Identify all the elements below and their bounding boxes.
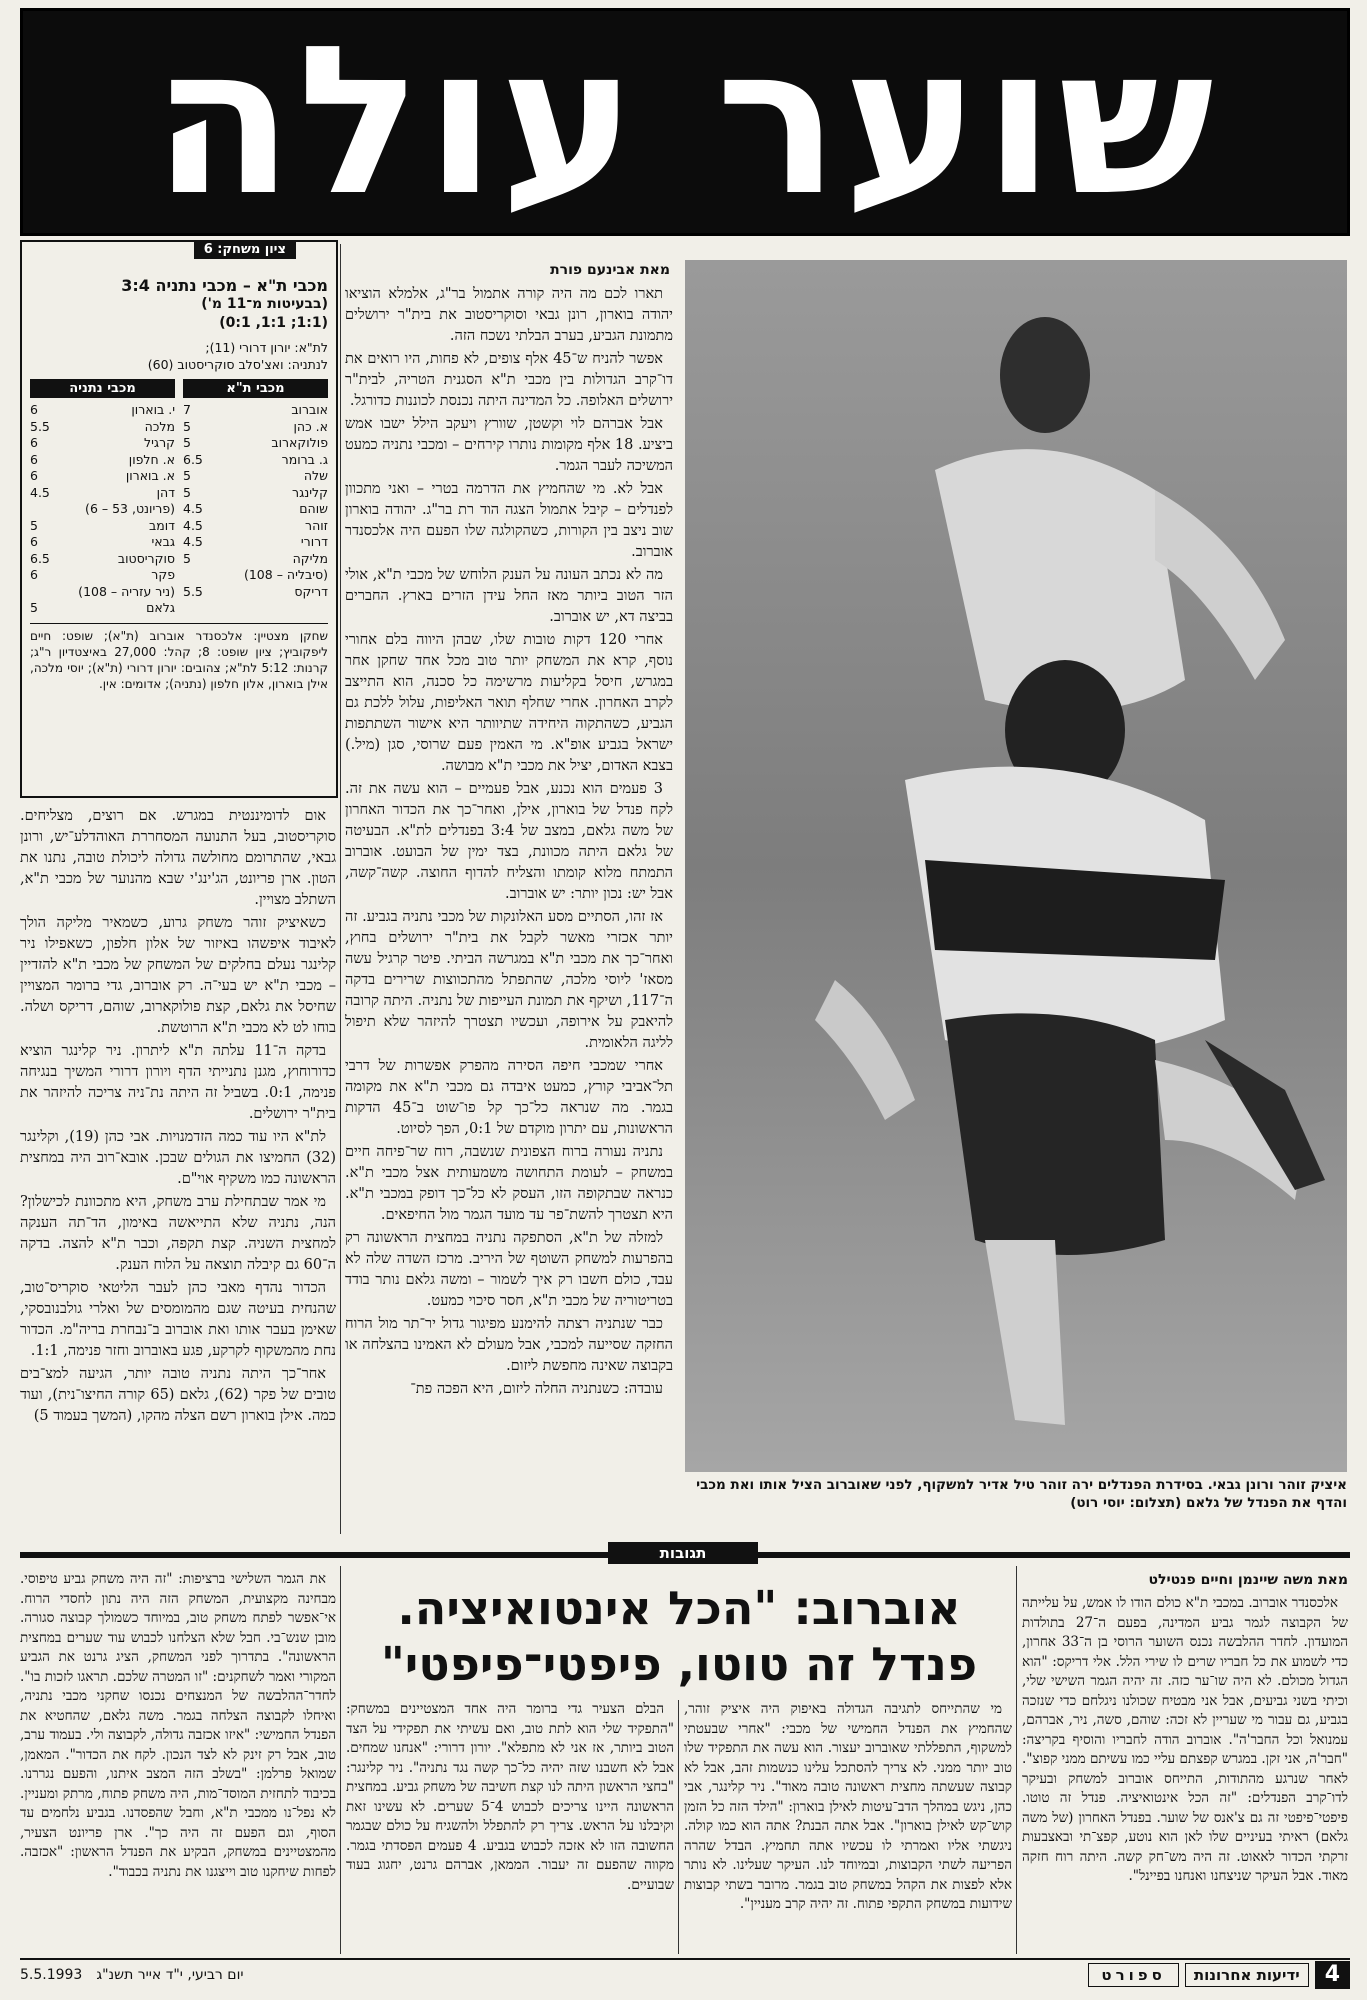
article-paragraph: מה לא נכתב העונה על הענק הלוחש של מכבי ת"א, אולי הזר הטוב ביותר מאז החל עידן הזרים בארץ. החברים בביצה דא, יש אוברוב.	[345, 567, 673, 625]
player-score: 4.5	[30, 484, 50, 500]
player-row	[183, 567, 328, 584]
player-name: א. בוארון	[125, 468, 175, 483]
reactions-headline	[345, 1580, 1013, 1692]
article-paragraph: עובדה: כשנתניה החלה ליזום, היא הפכה פת־	[410, 1381, 663, 1397]
lineup-netanya-list	[30, 402, 175, 617]
lineup-tlv	[183, 379, 328, 617]
article-paragraph: אז זהו, הסתיים מסע האלונקות של מכבי נתניה בגביע. זה יותר אכזרי מאשר לקבל את בית"ר ירושלים בחוץ, ואחר־כך את מכבי ת"א במגרשה הביתי. פיטר קרגיל עשה מסאז' ליוסי מלכה, שהתפתל מהתכווצות שרירים בדקה ה־117, ושיקף את תמונת העייפות של נתניה. היתה קרובה להיאבק על אירופה, ועכשיו תצטרך להיזהר שלא תיפול לליגה הלאומית.	[345, 909, 673, 1051]
player-row	[183, 452, 328, 469]
footer-dates	[20, 1967, 244, 1983]
player-row	[183, 468, 328, 485]
player-score: 6.5	[30, 550, 50, 566]
player-score: 6	[30, 567, 38, 582]
player-row	[183, 551, 328, 568]
article-paragraph: אבל לא. מי שהחמיץ את הדרמה בטרי – ואני מתכוון לפנדלים – קיבל אתמול הצגה הוד רת בר"ג. יהודה בוארון שוב ניצב בין הקורות, כשהקולגה שלו הפעם היה אלכסנדר אוברוב.	[345, 481, 673, 560]
article-paragraph: כשאיציק זוהר משחק גרוע, כשמאיר מליקה הולך לאיבוד איפשהו באיזור של אלון חלפון, כשאפילו ניר קלינגר נעלם בחלקים של המשחק של מכבי ת"א להזדיין – מכבי ת"א יש בעי־ה. רק אוברוב, גדי ברומר המצויין שחיסל את גלאם, קצת פולוקארוב, שוהם, דריקס ושלה. בוחו לט לא מכבי ת"א הרוטשת.	[20, 915, 336, 1036]
player-score: 5	[30, 517, 38, 533]
player-name: דומב	[149, 517, 175, 533]
player-score: 5.5	[30, 418, 50, 434]
page-footer	[20, 1958, 1350, 1990]
player-name: מלכה	[144, 418, 175, 434]
reactions-byline: מאת משה שיינמן וחיים פנטילט	[1148, 1572, 1348, 1588]
article-paragraph: אחרי 120 דקות טובות שלו, שבהן היווה בלם אחורי נוסף, קרא את המשחק יותר טוב מכל אחד שחקן אחר במגרש, חיסל בקליעות מרשימה כל סכנה, הוא התייצב לקרב האחרון. אחרי שחלף תואר האליפות, עלול ללכת גם הגביע, כשהתקוה היחידה שתיוותר היא אישור השתתפות ישראל בגביע אופ"א. מי האמין פעם שרוסי, סגן (מיל.) בצבא האדום, יציל את מכבי ת"א מבושה.	[345, 632, 673, 774]
player-row	[30, 567, 175, 584]
reactions-headline-line-2: פנדל זה טוטו, פיפטי־פיפטי"	[380, 1637, 978, 1691]
photo-caption-text: איציק זוהר ורונן גבאי. בסידרת הפנדלים ירה זוהר טיל אדיר למשקוף, לפני שאוברוב הציל אותו ואת מכבי והדף את הפנדל של גלאם	[696, 1477, 1347, 1511]
match-stats-box	[20, 240, 338, 798]
match-rating-label: ציון משחק: 6	[194, 240, 296, 259]
match-result: מכבי ת"א – מכבי נתניה 3:4	[121, 276, 328, 295]
article-paragraph: אפשר להניח ש־45 אלף צופים, לא פחות, היו רואים את דו־קרב הגדולות בין מכבי ת"א הסגנית הטריה, לבית"ר ירושלים האלופה. כל המדינה היתה נכנסת לכוננות כדורגל.	[345, 351, 673, 409]
player-row	[30, 468, 175, 485]
player-score: 5	[183, 435, 191, 450]
reactions-column-right	[1022, 1594, 1348, 1954]
player-row	[183, 435, 328, 452]
player-row	[30, 485, 175, 502]
hebrew-date: יום רביעי, י"ד אייר תשנ"ג	[96, 1967, 244, 1983]
player-score: 7	[183, 402, 191, 417]
column-divider	[678, 1700, 679, 1954]
reactions-paragraph: הבלם הצעיר גדי ברומר היה אחד המצטיינים במשחק: "התפקיד שלי הוא לתת טוב, ואם עשיתי את תפקידי על הצד הטוב ביותר, אז אני לא מתפלא". יורון דרורי: "אנחנו שמחים. אבל לא חשבנו שזה יהיה כל־כך קשה נגד נתניה". ניר קלינגר: "בחצי הראשון היתה לנו קצת חשיבה של משחק גביע. במחצית הראשונה היינו צריכים לכבוש 4־5 שערים. לא עשינו זאת וקיבלנו על הראש. צריך רק להתפלל ולהשגיח על כולם שבגמר החשובה הזו לא אזכה לכבוש בגביע. 4 פעמים הפסדתי בגמר. מקווה שהפעם זה יעבור. הממאן, אברהם גרנט, יחגוג בעוד שבועיים.	[346, 1701, 674, 1893]
player-row	[183, 534, 328, 551]
player-score: 5	[183, 484, 191, 500]
main-byline: מאת אבינעם פורת	[550, 262, 670, 278]
player-score: 5	[183, 418, 191, 434]
reactions-paragraph: את הגמר השלישי ברציפות: "זה היה משחק גביע טיפוסי. מבחינה מקצועית, המשחק הזה היה נתון לחסדי הרוח. אי־אפשר לפתח משחק טוב, במיוחד כשמולך קבוצה סגורה. מובן שנש־בי. חבל שלא הצלחנו לכבוש עוד שערים במחצית הראשונה". בתדרוך לפני המשחק, הציג גרנט את הגביע המקורי ואמר לשחקנים: "זו המטרה שלכם. תראגו לזכות בו". לחדר־ההלבשה של המנצחים נכנסו שחקני מכבי נתניה, ואיחלו לקבוצה הצלחה בגמר. משה גלאם, שהחטיא את הפנדל החמישי: "איזו אכזבה גדולה, לקבוצה ולי. בעמוד ערב, טוב, אבל רק זינק לא לצד הנכון. לקח את הכדור". המאמן, שמואל פרלמן: "בשלב הזה המצב איתנו, והפעם נגררנו. בכיבוד לתחזית המוסד־מות, היה משחק פתוח, מרתק ומעניין. לא נפל־נו ממכבי ת"א, וחבל שהפסדנו. בגביע נלחמים עד הסוף, וגם הפעם זה היה כך". ארן פריונט הצעיר, מהמצטיינים במשחק, הבקיע את הפנדל הראשון: "אכזבה. לפחות שיחקנו טוב וייצגנו את נתניה בכבוד".	[20, 1571, 336, 1880]
player-name: א. כהן	[293, 418, 328, 434]
article-column-1	[345, 284, 673, 1514]
player-name: פולוקארוב	[271, 435, 328, 450]
player-name: קלינגר	[292, 484, 328, 500]
reactions-label: תגובות	[608, 1542, 758, 1564]
article-paragraph: למזלה של ת"א, הסתפקה נתניה במחצית הראשונה רק בהפרעות למשחק השוטף של היריב. מרכז השדה שלה לא עבד, כולם חשבו רק איך לשמור – ומשה גלאם נותר בודד בטריטוריה של מכבי ת"א, חסר סיכוי כמעט.	[345, 1230, 673, 1309]
article-paragraph: בדקה ה־11 עלתה ת"א ליתרון. ניר קלינגר הוציא כדורוחוץ, מגנן נתנייתי הדף ויורון דרורי המשיך בנגיחה פנימה, 0:1. בשביל זה היתה נת־ניה צריכה להיזהר את בית"ר ירושלים.	[20, 1043, 336, 1122]
lineup-tlv-header: מכבי ת"א	[183, 379, 328, 398]
player-score: 6	[30, 402, 38, 417]
paper-name: ידיעות אחרונות	[1185, 1963, 1309, 1987]
article-column-2	[20, 806, 336, 1526]
player-row	[30, 600, 175, 617]
reactions-column-left	[20, 1570, 336, 1954]
player-row	[183, 518, 328, 535]
player-name: גלאם	[146, 600, 175, 615]
player-name: קרגיל	[144, 435, 175, 450]
scorers-netanya: לנתניה: ואצ'סלב סוקריסטוב (60)	[147, 357, 328, 372]
photo-credit: (תצלום: יוסי רוט)	[1070, 1495, 1182, 1511]
article-paragraph: נתניה נעורה ברוח הצפונית שנשבה, רוח שר־פיחה חיים במשחק – לעומת התחושה משמעותית אצל מכבי ת"א. כנראה שבתקופה הזו, העסק לא כל־כך דופק במכבי ת"א. היא תצטרך להשת־פר עד מועד הגמר מול החיפאים.	[345, 1144, 673, 1223]
lineup-netanya	[30, 379, 175, 617]
player-row	[183, 485, 328, 502]
page-number: 4	[1315, 1961, 1350, 1989]
player-score: 6	[30, 451, 38, 467]
player-row	[183, 501, 328, 518]
reactions-column-mid-right	[684, 1700, 1012, 1954]
column-divider	[340, 244, 341, 1534]
player-row	[30, 534, 175, 551]
player-row	[30, 551, 175, 568]
player-name: סוקריסטוב	[117, 550, 175, 566]
reactions-column-mid-left	[346, 1700, 674, 1954]
player-name: י. בוארון	[131, 402, 175, 417]
photo-caption	[685, 1476, 1347, 1512]
article-paragraph: מי אמר שבתחילת ערב משחק, היא מתכוונת לכישלון? הנה, נתניה שלא התייאשה באימון, הד־תה הענקה למחצית השניה. קצת תקפה, וכבר ת"א להצה. בדקה ה־60 גם קיבלה תוצאה על הלוח הענק.	[20, 1194, 336, 1273]
player-row	[30, 419, 175, 436]
article-paragraph: כבר שנתניה רצתה להימנע מפיגור גדול יר־תר מול הרוח החזקה שסייעה למכבי, אבל מעולם לא האמינו בהצלחה או בקבוצה שאינה מחפשת ליזום.	[345, 1316, 673, 1374]
article-paragraph: לת"א היו עוד כמה הזדמנויות. אבי כהן (19), וקלינגר (32) החמיצו את הגולים שבכן. אובא־רוב היה במחצית הראשונה כמו משקיף אוי"ם.	[20, 1129, 336, 1187]
match-notes: שחקן מצטיין: אלכסנדר אוברוב (ת"א); שופט: חיים ליפקוביץ; ציון שופט: 8; קהל: 27,000 באיצטדיון ר"ג; קרנות: 5:12 לת"א; צהובים: יורון דרורי (ת"א); יוסי מלכה, אילן בוארון, אלון חלפון (נתניה); אדומים: אין.	[30, 623, 328, 692]
player-row	[30, 518, 175, 535]
gregorian-date: 5.5.1993	[20, 1967, 83, 1983]
article-paragraph: הכדור נהדף מאבי כהן לעבר הליטאי סוקריס־טוב, שהנחית בעיטה שגם מהמומסים של ואלרי גולבנובסקי, שאימן בעבר אותו ואת אוברוב ב־נבחרת בריה"מ. הכדור נחת מהמשקוף לקרקע, פגע באוברוב וחזר פנימה, 1:1.	[20, 1280, 336, 1359]
player-name: פקר	[151, 567, 175, 582]
players-photo-image	[685, 260, 1347, 1472]
player-name: גבאי	[151, 534, 175, 549]
player-score: 4.5	[183, 534, 203, 549]
player-name: ג. ברומר	[281, 451, 328, 467]
article-paragraph: אחרי שמכבי חיפה הסירה מהפרק אפשרות של דרבי תל־אביבי קורץ, כמעט איבדה גם מכבי ת"א את מקומה בגמר. מה שנראה כל־כך קל פו־שוט ב־45 הדקות הראשונות, עם יתרון מוקדם של 0:1, הפך לסיוט.	[345, 1058, 673, 1137]
player-score: 5.5	[183, 583, 203, 599]
player-name: זוהר	[305, 517, 328, 533]
player-score: 6	[30, 534, 38, 549]
lineup-tlv-list	[183, 402, 328, 600]
match-penalties-note: (בבעיטות מ־11 מ')	[201, 296, 328, 312]
player-name: (סיבליה – 108)	[243, 567, 328, 582]
player-name: (ניר עזריה – 108)	[78, 583, 175, 599]
article-paragraph: 3 פעמים הוא נכנע, אבל פעמיים – הוא עשה את זה. לקח פנדל של בוארון, אילן, ואחר־כך את הכדור האחרון של משה גלאם, במצב של 3:4 בפנדלים לת"א. הבעיטה של גלאם היתה מכוונת, בצד ימין של הבועט. אוברוב התמתח מלוא קומתו והצליח להדוף החוצה. קשה־קשה, אבל יש: נכון יותר: יש אוברוב.	[345, 781, 673, 902]
player-score: 6	[30, 435, 38, 450]
player-row	[183, 419, 328, 436]
column-divider	[340, 1566, 341, 1954]
player-score: 6	[30, 468, 38, 483]
player-name: שוהם	[299, 501, 328, 516]
lineup-netanya-header: מכבי נתניה	[30, 379, 175, 398]
player-score: 6.5	[183, 451, 203, 467]
player-score: 4.5	[183, 517, 203, 533]
player-row	[30, 435, 175, 452]
player-row	[183, 402, 328, 419]
section-name: ספורט	[1088, 1963, 1178, 1987]
scorers-tlv: לת"א: יורון דרורי (11);	[205, 340, 328, 355]
player-name: שלה	[303, 468, 328, 483]
main-headline	[20, 8, 1350, 236]
player-name: אוברוב	[291, 402, 328, 417]
column-divider	[1016, 1566, 1017, 1954]
player-name: א. חלפון	[128, 451, 175, 467]
player-row	[183, 584, 328, 601]
player-score: 5	[183, 550, 191, 566]
player-score: 5	[30, 600, 38, 615]
article-paragraph: אחר־כך היתה נתניה טובה יותר, הגיעה למצ־בים טובים של פקר (62), גלאם (65 קורה החיצו־נית), ועוד כמה. אילן בוארון רשם הצלה מהקו, (המשך בעמוד 5)	[20, 1366, 336, 1424]
player-score: 5	[183, 468, 191, 483]
article-paragraph: תארו לכם מה היה קורה אתמול בר"ג, אלמלא הוציאו יהודה בוארון, רונן גבאי וסוקריסטוב את בית"ר ירושלים מתמונת הגביע, בערב הבלתי נשכח הזה.	[345, 286, 673, 344]
player-name: מליקה	[292, 550, 328, 566]
player-name: (פריונט, 53 – 6)	[85, 501, 175, 516]
player-row	[30, 584, 175, 601]
headline-text: שוער עולה	[152, 8, 1218, 236]
article-paragraph: אום לדומיננטית במגרש. אם רוצים, מצליחים. סוקריסטוב, בעל התנועה המסחררת האוהדלע־יש, ורונן גבאי, שהתרומם מחולשה גדולה ליכולת טובה, נתנו את הטון. ארן פריונט, הג'ינג'י שבא מהנוער של מכבי ת"א, השתלב מצויין.	[20, 808, 336, 908]
player-row	[30, 501, 175, 518]
player-name: דרורי	[300, 534, 328, 549]
player-score: 4.5	[183, 501, 203, 516]
match-photo	[685, 260, 1347, 1472]
player-name: דהן	[156, 484, 175, 500]
lineups	[30, 379, 328, 617]
reactions-paragraph: אלכסנדר אוברוב. במכבי ת"א כולם הודו לו אמש, על עלייתה של הקבוצה לגמר גביע המדינה, בפעם ה־27 בתולדות המועדון. לחדר ההלבשה נכנס השוער הרוסי בן ה־33 אחרון, כדי לשמוע את כל חבריו שרים לו שירי הלל. אלי דריקס: "הוא הגדול מכולם. לא היה שו־ער כזה. זה יהיה הגמר השישי שלי, וכיתי בשני גביעים, אבל אני מבטיח שכולנו ניגלחם כדי שנזכה בגביע, גם עבור מי שעריין לא זכה: שוהם, סשה, ניר, אברהם, עמנואל וכל החבר'ה". אוברוב הודה לחבריו והוסיף בקריצה: "חבר'ה, אני זקן. במגרש קפצתם עליי כמו עשיתם ממני קפוצ". לאחר שנרגע מהתודות, התייחס אוברוב למשחק ובעיקר לדו־קרב הפנדלים: "זה הכל אינטואיציה. פנדל זה טוטו. פיפטי־פיפטי זה גם צ'אנס של שוער. בפנדל האחרון (של משה גלאם) ראיתי בעיניים שלו לאן הוא נוטע, קפצ־תי ובאצבעות זרקתי הכדור לאאוט. זה היה מש־חק קשה. היתה רוח חזקה מאוד. אבל העיקר שניצחנו ואנחנו בפיינל".	[1022, 1595, 1348, 1884]
match-halftime: (1:1; 1:1, 0:1)	[219, 315, 328, 331]
reactions-headline-line-1: אוברוב: "הכל אינטואיציה.	[397, 1581, 961, 1635]
player-row	[30, 452, 175, 469]
player-row	[30, 402, 175, 419]
player-name: דריקס	[294, 583, 328, 599]
footer-masthead	[1088, 1961, 1350, 1989]
article-paragraph: אבל אברהם לוי וקשטן, שוורץ ויעקב הילל ישבו אמש ביציע. 18 אלף מקומות נותרו קירחים – ומכבי נתניה כמעט המשיכה לעבר הגמר.	[345, 416, 673, 474]
reactions-paragraph: מי שהתייחס לתגיבה הגדולה באיפוק היה איציק זוהר, שהחמיץ את הפנדל החמישי של מכבי: "אחרי שבעטתי למשקוף, התפללתי שאוברוב יעצור. הוא עשה את התפקיד שלו טוב יותר ממני. לא צריך להסתכל עלינו כנשמות זהב, אבל לא קבוצה שעשתה מחצית ראשונה טובה מאוד". ניר קלינגר, אבי כהן, ניגש במהלך הדב־עיטות לאילן בוארון: "הילד הזה כל הזמן קוש־קש לאילן בוארון". אבל אתה הבנת? אתה הוא כמו קולה. ניגשתי אליו ואמרתי לו עכשיו אתה תחמיץ. הבדל שהרה הפריעה לשתי הקבוצות, ובמיוחד לנו. העיקר שעלינו. לא נותר אלא לפצות את הקהל במשחק טוב בגמר. מרובר בשתי קבוצות שידועות במשחק התקפי פתוח. זה יהיה קרב מעניין".	[684, 1701, 1012, 1912]
